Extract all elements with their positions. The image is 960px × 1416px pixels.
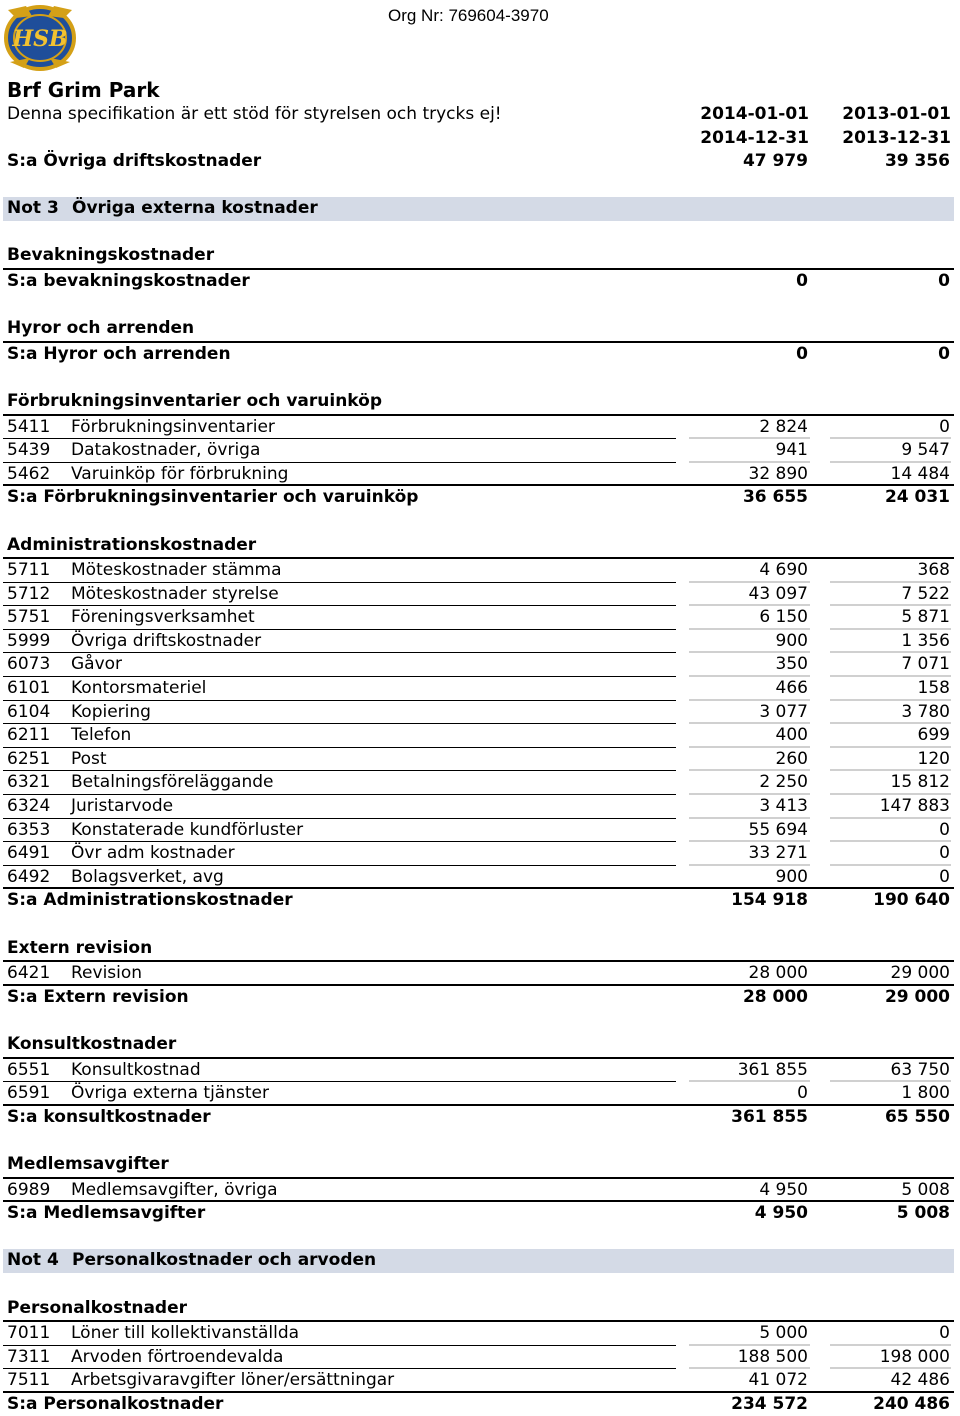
account-code: 6104: [7, 701, 51, 722]
value-period2: 1 800: [901, 1083, 950, 1104]
hsb-logo: [2, 2, 78, 72]
note-header: [3, 197, 954, 221]
value-period1: 4 950: [759, 1179, 808, 1200]
total-value-period1: 36 655: [742, 487, 808, 508]
account-name: Möteskostnader styrelse: [71, 583, 279, 604]
section-heading-label: Förbrukningsinventarier och varuinköp: [7, 390, 382, 411]
specification-table: [0, 150, 960, 1416]
table-row: [0, 630, 960, 654]
total-value-period2: 39 356: [884, 151, 950, 171]
total-value-period2: 240 486: [873, 1393, 950, 1414]
table-row: [0, 463, 960, 487]
value-period2: 63 750: [890, 1059, 950, 1080]
note-title: Personalkostnader och arvoden: [72, 1250, 377, 1271]
table-row: [0, 771, 960, 795]
value-period1: 2 250: [759, 772, 808, 793]
account-code: 6421: [7, 963, 51, 984]
section-heading-label: Hyror och arrenden: [7, 318, 195, 339]
note-title: Övriga externa kostnader: [72, 198, 318, 219]
spacer-row: [0, 221, 960, 245]
value-period1: 55 694: [748, 819, 808, 840]
value-period1: 188 500: [737, 1346, 808, 1367]
account-name: Datakostnader, övriga: [71, 440, 261, 461]
account-code: 6324: [7, 796, 51, 817]
section-heading: [3, 1033, 954, 1059]
account-name: Betalningsföreläggande: [71, 772, 274, 793]
value-period2: 14 484: [890, 463, 950, 484]
total-label: S:a Administrationskostnader: [7, 890, 293, 911]
account-code: 7511: [7, 1370, 51, 1391]
total-row: [0, 1106, 960, 1130]
note-number: Not 4: [7, 1250, 59, 1271]
account-name: Kopiering: [71, 701, 151, 722]
section-heading-label: Konsultkostnader: [7, 1033, 177, 1054]
total-label: S:a Extern revision: [7, 986, 189, 1007]
account-name: Gåvor: [71, 654, 123, 675]
total-value-period1: 28 000: [742, 986, 808, 1007]
period1-end: 2014-12-31: [700, 128, 809, 148]
account-name: Varuinköp för förbrukning: [71, 463, 289, 484]
account-name: Konsultkostnad: [71, 1059, 201, 1080]
value-period2: 158: [917, 678, 950, 699]
table-row: [0, 1369, 960, 1393]
table-row: [0, 1179, 960, 1203]
account-name: Juristarvode: [71, 796, 174, 817]
value-period2: 0: [939, 416, 950, 437]
account-name: Föreningsverksamhet: [71, 607, 255, 628]
value-period1: 466: [775, 678, 808, 699]
value-period1: 361 855: [737, 1059, 808, 1080]
account-name: Arvoden förtroendevalda: [71, 1346, 284, 1367]
table-row: [0, 606, 960, 630]
table-row: [0, 583, 960, 607]
total-value-period1: 4 950: [754, 1203, 808, 1224]
value-period1: 32 890: [748, 463, 808, 484]
total-value-period2: 0: [938, 343, 950, 364]
value-period1: 28 000: [748, 963, 808, 984]
account-name: Arbetsgivaravgifter löner/ersättningar: [71, 1370, 395, 1391]
total-value-period2: 65 550: [884, 1106, 950, 1127]
account-name: Konstaterade kundförluster: [71, 819, 304, 840]
account-name: Övr adm kostnader: [71, 843, 235, 864]
account-code: 5439: [7, 440, 51, 461]
value-period1: 0: [797, 1083, 808, 1104]
section-heading-label: Extern revision: [7, 937, 153, 958]
value-period2: 0: [939, 843, 950, 864]
total-row: [0, 1202, 960, 1226]
logo-text: HSB: [12, 26, 68, 52]
total-label: S:a Övriga driftskostnader: [7, 151, 262, 171]
account-name: Revision: [71, 963, 143, 984]
account-code: 5751: [7, 607, 51, 628]
total-value-period2: 24 031: [884, 487, 950, 508]
account-name: Möteskostnader stämma: [71, 560, 282, 581]
total-row: [0, 270, 960, 294]
spacer-row: [0, 510, 960, 534]
section-heading: [3, 1297, 954, 1323]
spacer-row: [0, 1009, 960, 1033]
period1-start: 2014-01-01: [700, 104, 809, 124]
section-heading: [3, 317, 954, 343]
account-name: Kontorsmateriel: [71, 678, 207, 699]
total-row: [0, 1393, 960, 1416]
table-row: [0, 701, 960, 725]
total-row: [0, 986, 960, 1010]
spacer-row: [0, 913, 960, 937]
section-heading-label: Bevakningskostnader: [7, 245, 215, 266]
account-code: 6591: [7, 1083, 51, 1104]
org-number: Org Nr: 769604-3970: [388, 6, 549, 25]
account-code: 5462: [7, 463, 51, 484]
value-period2: 7 522: [901, 583, 950, 604]
value-period2: 0: [939, 866, 950, 887]
value-period2: 5 008: [901, 1179, 950, 1200]
account-name: Medlemsavgifter, övriga: [71, 1179, 278, 1200]
period2-end: 2013-12-31: [842, 128, 951, 148]
total-value-period1: 0: [796, 343, 808, 364]
account-name: Övriga externa tjänster: [71, 1083, 269, 1104]
total-value-period1: 361 855: [731, 1106, 808, 1127]
account-code: 6321: [7, 772, 51, 793]
account-code: 6251: [7, 748, 51, 769]
account-name: Telefon: [71, 725, 132, 746]
section-heading-label: Administrationskostnader: [7, 534, 257, 555]
account-code: 6551: [7, 1059, 51, 1080]
total-label: S:a konsultkostnader: [7, 1106, 211, 1127]
value-period1: 350: [775, 654, 808, 675]
value-period1: 941: [775, 440, 808, 461]
value-period1: 4 690: [759, 560, 808, 581]
account-name: Förbrukningsinventarier: [71, 416, 275, 437]
value-period2: 9 547: [901, 440, 950, 461]
table-row: [0, 866, 960, 890]
table-row: [0, 1082, 960, 1106]
total-row: [0, 889, 960, 913]
table-row: [0, 795, 960, 819]
total-label: S:a bevakningskostnader: [7, 270, 250, 291]
note-header: [3, 1249, 954, 1273]
table-row: [0, 653, 960, 677]
total-row: [0, 343, 960, 367]
section-heading: [3, 1153, 954, 1179]
account-name: Bolagsverket, avg: [71, 866, 224, 887]
total-label: S:a Förbrukningsinventarier och varuinköp: [7, 487, 419, 508]
account-name: Post: [71, 748, 107, 769]
account-code: 6989: [7, 1179, 51, 1200]
value-period1: 900: [775, 866, 808, 887]
value-period2: 0: [939, 1323, 950, 1344]
value-period2: 0: [939, 819, 950, 840]
spacer-row: [0, 1226, 960, 1250]
spacer-row: [0, 1273, 960, 1297]
value-period1: 5 000: [759, 1323, 808, 1344]
table-row: [0, 842, 960, 866]
total-value-period2: 5 008: [896, 1203, 950, 1224]
total-row: [0, 486, 960, 510]
account-code: 6211: [7, 725, 51, 746]
section-heading-label: Medlemsavgifter: [7, 1153, 169, 1174]
total-value-period2: 29 000: [884, 986, 950, 1007]
account-code: 5712: [7, 583, 51, 604]
value-period1: 900: [775, 630, 808, 651]
table-row: [0, 748, 960, 772]
note-number: Not 3: [7, 198, 59, 219]
total-row: [0, 150, 960, 174]
value-period2: 147 883: [879, 796, 950, 817]
table-row: [0, 1059, 960, 1083]
value-period2: 29 000: [890, 963, 950, 984]
value-period2: 5 871: [901, 607, 950, 628]
table-row: [0, 819, 960, 843]
value-period2: 699: [917, 725, 950, 746]
total-label: S:a Personalkostnader: [7, 1393, 224, 1414]
table-row: [0, 439, 960, 463]
value-period2: 42 486: [890, 1370, 950, 1391]
table-row: [0, 559, 960, 583]
total-value-period1: 234 572: [731, 1393, 808, 1414]
spacer-row: [0, 174, 960, 198]
section-heading: [3, 390, 954, 416]
section-heading-label: Personalkostnader: [7, 1297, 188, 1318]
value-period1: 3 077: [759, 701, 808, 722]
value-period1: 41 072: [748, 1370, 808, 1391]
account-code: 5999: [7, 630, 51, 651]
spacer-row: [0, 1129, 960, 1153]
section-heading: [3, 244, 954, 270]
value-period1: 33 271: [748, 843, 808, 864]
value-period2: 15 812: [890, 772, 950, 793]
account-code: 6101: [7, 678, 51, 699]
value-period1: 400: [775, 725, 808, 746]
value-period2: 3 780: [901, 701, 950, 722]
account-code: 6353: [7, 819, 51, 840]
account-code: 5411: [7, 416, 51, 437]
spacer-row: [0, 366, 960, 390]
total-value-period2: 190 640: [873, 890, 950, 911]
value-period1: 3 413: [759, 796, 808, 817]
value-period2: 1 356: [901, 630, 950, 651]
account-code: 7311: [7, 1346, 51, 1367]
value-period1: 43 097: [748, 583, 808, 604]
org-name: Brf Grim Park: [7, 78, 160, 102]
table-row: [0, 1346, 960, 1370]
total-value-period1: 0: [796, 270, 808, 291]
total-label: S:a Hyror och arrenden: [7, 343, 231, 364]
table-row: [0, 1322, 960, 1346]
value-period1: 2 824: [759, 416, 808, 437]
total-label: S:a Medlemsavgifter: [7, 1203, 206, 1224]
section-heading: [3, 937, 954, 963]
account-name: Löner till kollektivanställda: [71, 1323, 300, 1344]
value-period1: 260: [775, 748, 808, 769]
account-code: 6073: [7, 654, 51, 675]
account-name: Övriga driftskostnader: [71, 630, 262, 651]
section-heading: [3, 534, 954, 560]
table-row: [0, 677, 960, 701]
account-code: 6492: [7, 866, 51, 887]
subtitle: Denna specifikation är ett stöd för styrelsen och trycks ej!: [7, 104, 502, 124]
value-period2: 7 071: [901, 654, 950, 675]
value-period2: 120: [917, 748, 950, 769]
account-code: 7011: [7, 1323, 51, 1344]
total-value-period2: 0: [938, 270, 950, 291]
table-row: [0, 724, 960, 748]
value-period2: 198 000: [879, 1346, 950, 1367]
period2-start: 2013-01-01: [842, 104, 951, 124]
spacer-row: [0, 294, 960, 318]
account-code: 5711: [7, 560, 51, 581]
table-row: [0, 962, 960, 986]
total-value-period1: 154 918: [731, 890, 808, 911]
value-period2: 368: [917, 560, 950, 581]
value-period1: 6 150: [759, 607, 808, 628]
table-row: [0, 416, 960, 440]
total-value-period1: 47 979: [742, 151, 808, 171]
account-code: 6491: [7, 843, 51, 864]
